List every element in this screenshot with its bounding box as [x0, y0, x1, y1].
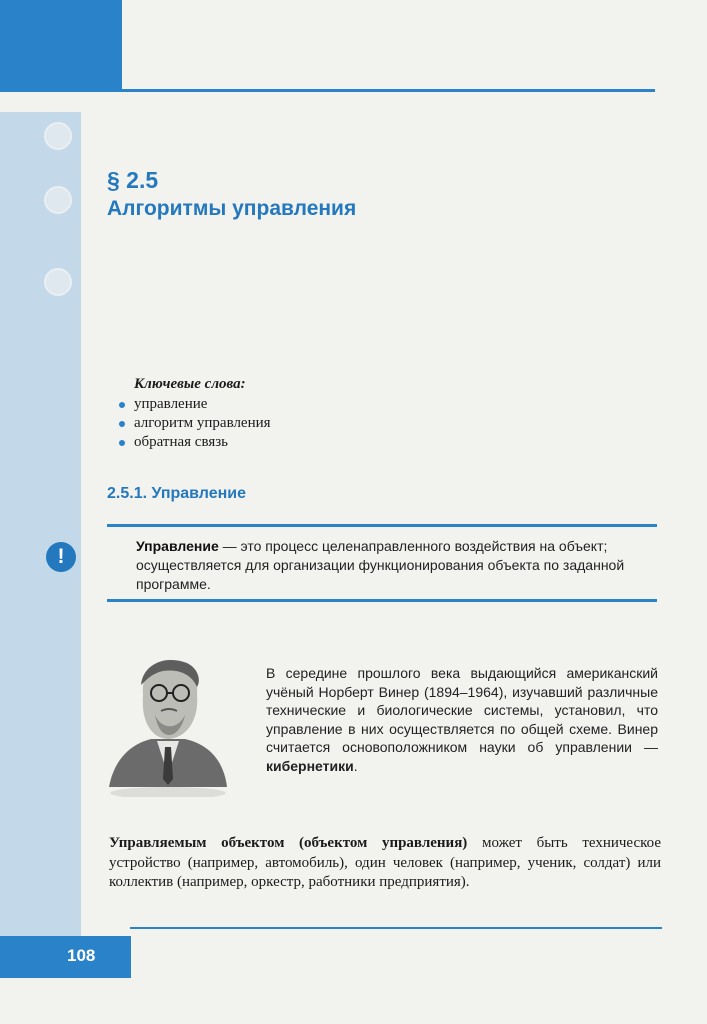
footer-rule — [130, 927, 662, 929]
definition-top-rule — [107, 524, 657, 527]
wiener-portrait — [107, 655, 229, 797]
section-number: § 2.5 — [107, 167, 159, 193]
ornament-icon — [44, 268, 72, 296]
body-paragraph — [109, 834, 661, 893]
definition-bottom-rule — [107, 599, 657, 602]
definition-box — [136, 537, 658, 594]
wiener-paragraph — [266, 664, 658, 775]
wiener-text: В середине прошлого века выдающийся американский учёный Норберт Винер (1894–1964), изучавший различные технические и биологические системы, установил, что управление в них осуществляется по общей схеме. Винер считается основоположником науки об управлении — — [266, 665, 658, 755]
corner-color-block — [0, 0, 122, 92]
header-rule — [122, 89, 655, 92]
definition-text: — это процесс целенаправленного воздействия на объект; осуществляется для организации функционирования объекта по заданной программе. — [136, 538, 625, 592]
paragraph-term: Управляемым объектом (объектом управления) — [109, 835, 468, 851]
subsection-title: 2.5.1. Управление — [107, 485, 247, 502]
ornament-icon — [44, 186, 72, 214]
exclamation-icon: ! — [46, 542, 76, 572]
keywords-list — [118, 395, 271, 452]
page-number-box — [0, 936, 131, 978]
keyword-item: обратная связь — [118, 433, 271, 452]
keyword-item: алгоритм управления — [118, 414, 271, 433]
definition-term: Управление — [136, 538, 219, 554]
ornament-icon — [44, 122, 72, 150]
section-title: Алгоритмы управления — [107, 197, 357, 220]
page-number: 108 — [67, 946, 96, 965]
paragraph-text: может быть техническое устройство (например, автомобиль), один человек (например, ученик, солдат) или коллектив (например, оркестр, работники предприятия). — [109, 835, 661, 890]
keyword-item: управление — [118, 395, 271, 414]
keywords-title: Ключевые слова: — [134, 376, 246, 392]
side-margin-strip — [0, 112, 81, 944]
wiener-end: . — [353, 757, 358, 774]
keywords-block — [118, 376, 271, 452]
wiener-term: кибернетики — [266, 757, 354, 774]
